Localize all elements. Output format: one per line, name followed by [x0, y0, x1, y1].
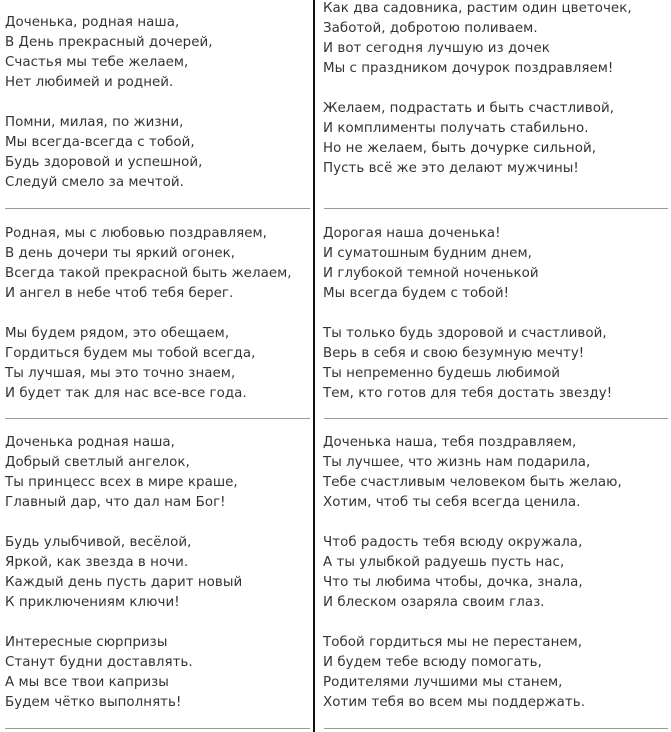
poem-line: Родная, мы с любовью поздравляем, [5, 226, 267, 241]
poem-line: Ты непременно будешь любимой [323, 366, 561, 381]
poem-line: Хотим тебя во всем мы поддержать. [323, 695, 586, 710]
poem-cell [323, 224, 612, 404]
poem-line: Доченька родная наша, [5, 435, 175, 450]
poem-line: К приключениям ключи! [5, 595, 180, 610]
poem-line: Интересные сюрпризы [5, 635, 168, 650]
poem-line: Доченька, родная наша, [5, 15, 180, 30]
poem-line: Чтоб радость тебя всюду окружала, [323, 535, 583, 550]
poem-line: Дорогая наша доченька! [323, 226, 501, 241]
row-divider [5, 208, 310, 209]
poem-line: Верь в себя и свою безумную мечту! [323, 346, 585, 361]
poem-line: Будь улыбчивой, весёлой, [5, 535, 192, 550]
row-divider [324, 208, 668, 209]
poem-cell [323, 0, 632, 179]
poem-line: Мы с праздником дочурок поздравляем! [323, 61, 614, 76]
poem-line: Ты принцесс всех в мире краше, [5, 475, 238, 490]
poem-line: Всегда такой прекрасной быть желаем, [5, 266, 292, 281]
poem-line: Тем, кто готов для тебя достать звезду! [323, 386, 613, 401]
poem-line: Помни, милая, по жизни, [5, 115, 184, 130]
poem-line: Тобой гордиться мы не перестанем, [323, 635, 583, 650]
poem-line: Хотим, чтоб ты себя всегда ценила. [323, 495, 581, 510]
poem-line: И глубокой темной ноченькой [323, 266, 539, 281]
poem-cell [5, 224, 292, 404]
poem-line: Желаем, подрастать и быть счастливой, [323, 101, 615, 116]
poem-line: Каждый день пусть дарит новый [5, 575, 243, 590]
poem-cell [323, 433, 622, 713]
poem-line: А ты улыбкой радуешь пусть нас, [323, 555, 565, 570]
poem-cell [5, 433, 242, 713]
poem-line: Ты лучшее, что жизнь нам подарила, [323, 455, 591, 470]
poem-line: Как два садовника, растим один цветочек, [323, 1, 632, 16]
poem-line: В День прекрасный дочерей, [5, 35, 213, 50]
poem-line: В день дочери ты яркий огонек, [5, 246, 236, 261]
poem-line: И ангел в небе чтоб тебя берег. [5, 286, 234, 301]
poem-line: Мы всегда будем с тобой! [323, 286, 510, 301]
poem-line: Будь здоровой и успешной, [5, 155, 203, 170]
poem-line: Будем чётко выполнять! [5, 695, 182, 710]
poem-line: Следуй смело за мечтой. [5, 175, 184, 190]
poem-line: И будем тебе всюду помогать, [323, 655, 542, 670]
poem-line: Пусть всё же это делают мужчины! [323, 161, 579, 176]
poem-line: Станут будни доставлять. [5, 655, 193, 670]
poem-line: Гордиться будем мы тобой всегда, [5, 346, 256, 361]
poem-line: Добрый светлый ангелок, [5, 455, 190, 470]
row-divider [324, 728, 668, 729]
poem-line: Главный дар, что дал нам Бог! [5, 495, 226, 510]
poem-line: И комплименты получать стабильно. [323, 121, 589, 136]
poem-line: И будет так для нас все-все года. [5, 386, 247, 401]
row-divider [5, 728, 310, 729]
poem-line: Ты только будь здоровой и счастливой, [323, 326, 607, 341]
poem-line: Мы всегда-всегда с тобой, [5, 135, 195, 150]
poem-line: Тебе счастливым человеком быть желаю, [323, 475, 622, 490]
poem-line: Что ты любима чтобы, дочка, знала, [323, 575, 583, 590]
row-divider [324, 418, 668, 419]
poem-line: Но не желаем, быть дочурке сильной, [323, 141, 597, 156]
poem-line: Ты лучшая, мы это точно знаем, [5, 366, 236, 381]
poem-line: И вот сегодня лучшую из дочек [323, 41, 550, 56]
poem-line: Нет любимей и родней. [5, 75, 174, 90]
poem-line: Счастья мы тебе желаем, [5, 55, 189, 70]
poem-line: А мы все твои капризы [5, 675, 169, 690]
poem-line: Мы будем рядом, это обещаем, [5, 326, 230, 341]
poem-line: Доченька наша, тебя поздравляем, [323, 435, 577, 450]
poem-cell [5, 13, 213, 193]
poem-line: Родителями лучшими мы станем, [323, 675, 563, 690]
poem-line: Заботой, добротою поливаем. [323, 21, 538, 36]
poem-line: И суматошным будним днем, [323, 246, 532, 261]
poem-line: Яркой, как звезда в ночи. [5, 555, 189, 570]
column-divider [313, 0, 315, 732]
poem-line: И блеском озаряла своим глаз. [323, 595, 545, 610]
row-divider [5, 418, 310, 419]
